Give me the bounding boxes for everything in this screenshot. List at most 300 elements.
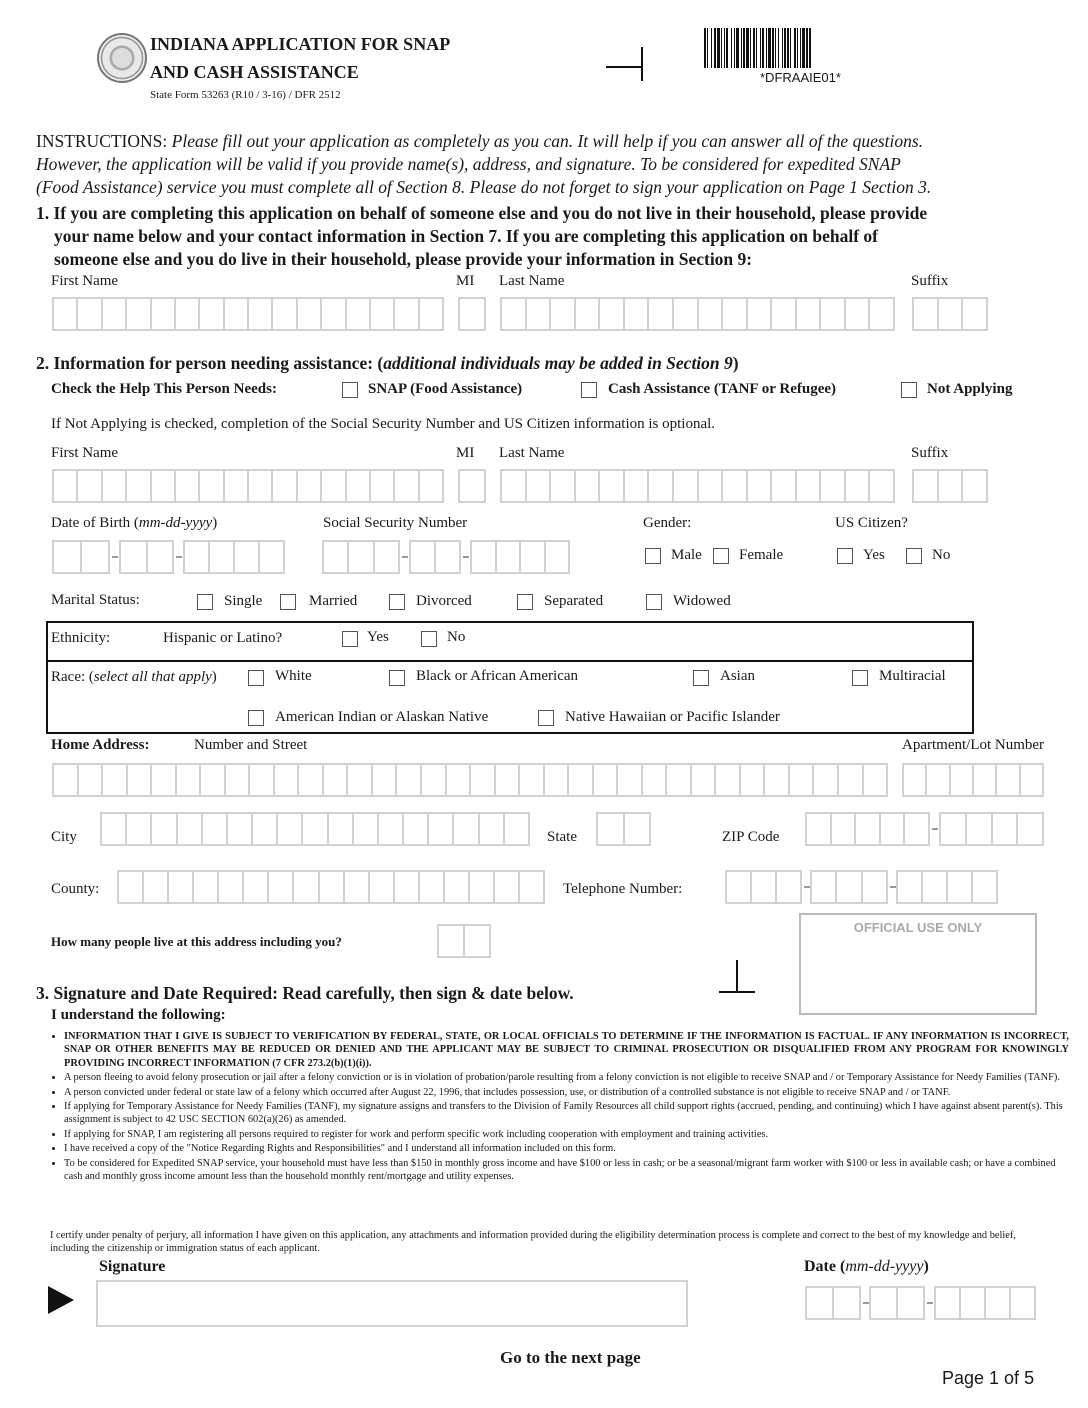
state-field[interactable]: [596, 812, 651, 846]
char-box[interactable]: [101, 297, 127, 331]
citizen-yes-checkbox[interactable]: [837, 548, 853, 564]
char-box[interactable]: [819, 469, 846, 503]
char-box[interactable]: [835, 870, 862, 904]
char-box[interactable]: [176, 812, 203, 846]
char-box[interactable]: [80, 540, 110, 574]
char-box[interactable]: [697, 297, 724, 331]
char-box[interactable]: [574, 469, 601, 503]
char-box[interactable]: [598, 469, 625, 503]
not-applying-note: If Not Applying is checked, completion of the Social Security Number and US Citizen information is optional.: [51, 416, 716, 432]
s2-last-name-field[interactable]: [500, 469, 895, 503]
char-box[interactable]: [117, 870, 144, 904]
char-box[interactable]: [549, 297, 576, 331]
char-box[interactable]: [468, 870, 495, 904]
char-box[interactable]: [725, 870, 752, 904]
instructions-lead: INSTRUCTIONS:: [36, 131, 168, 151]
char-box[interactable]: [770, 297, 797, 331]
char-box[interactable]: [150, 297, 176, 331]
char-box[interactable]: [623, 469, 650, 503]
char-box[interactable]: [125, 469, 151, 503]
terms-list: [50, 1030, 1069, 1184]
street-address-field[interactable]: [52, 763, 888, 797]
char-box[interactable]: [76, 469, 102, 503]
char-box[interactable]: [296, 469, 322, 503]
char-box[interactable]: [463, 924, 491, 958]
dob-day-field[interactable]: [119, 540, 174, 574]
char-box[interactable]: [925, 763, 950, 797]
char-box[interactable]: [795, 469, 822, 503]
char-box[interactable]: [276, 812, 303, 846]
char-box[interactable]: [788, 763, 815, 797]
char-box[interactable]: [495, 540, 522, 574]
barcode-bar: [736, 28, 739, 68]
barcode-bar: [717, 28, 720, 68]
char-box[interactable]: [500, 297, 527, 331]
char-box[interactable]: [100, 812, 127, 846]
char-box[interactable]: [500, 469, 527, 503]
char-box[interactable]: [869, 1286, 898, 1320]
char-box[interactable]: [345, 297, 371, 331]
marital-divorced-label: Divorced: [416, 593, 472, 609]
cash-assistance-checkbox[interactable]: [581, 382, 597, 398]
char-box[interactable]: [395, 763, 422, 797]
char-box[interactable]: [665, 763, 692, 797]
home-address-label: Home Address:: [51, 737, 150, 753]
char-box[interactable]: [76, 297, 102, 331]
char-box[interactable]: [623, 812, 652, 846]
marital-single-label: Single: [224, 593, 263, 609]
char-box[interactable]: [418, 297, 444, 331]
barcode-bar: [704, 28, 706, 68]
char-box[interactable]: [301, 812, 328, 846]
s1-last-name-field[interactable]: [500, 297, 895, 331]
char-box[interactable]: [247, 297, 273, 331]
char-box[interactable]: [984, 1286, 1011, 1320]
phone-area-code-field[interactable]: [725, 870, 802, 904]
s1-first-name-field[interactable]: [52, 297, 444, 331]
marital-separated-checkbox[interactable]: [517, 594, 533, 610]
char-box[interactable]: [902, 763, 927, 797]
barcode-bar: [797, 28, 798, 68]
char-box[interactable]: [995, 763, 1020, 797]
char-box[interactable]: [199, 763, 226, 797]
instructions-line3: (Food Assistance) service you must complete all of Section 8. Please do not forget to sign your application on Page 1 Section 3.: [36, 177, 932, 197]
char-box[interactable]: [819, 297, 846, 331]
char-box[interactable]: [345, 469, 371, 503]
race-american-indian-checkbox[interactable]: [248, 710, 264, 726]
char-box[interactable]: [861, 870, 888, 904]
char-box[interactable]: [991, 812, 1019, 846]
char-box[interactable]: [458, 297, 486, 331]
term-item: • A person convicted under federal or state law of a felony which occurred after August 22, 1996, that includes possession, use, or distribution of a controlled substance is not eligible to receive SNAP and / or TANF.: [64, 1086, 1069, 1099]
char-box[interactable]: [854, 812, 881, 846]
s2-suffix-field[interactable]: [912, 469, 988, 503]
char-box[interactable]: [965, 812, 993, 846]
char-box[interactable]: [443, 870, 470, 904]
form-title-line1: INDIANA APPLICATION FOR SNAP: [150, 34, 451, 54]
char-box[interactable]: [959, 1286, 986, 1320]
state-label: State: [547, 829, 577, 845]
race-american-indian-label: American Indian or Alaskan Native: [275, 709, 489, 725]
char-box[interactable]: [1009, 1286, 1036, 1320]
char-box[interactable]: [1016, 812, 1044, 846]
char-box[interactable]: [937, 297, 964, 331]
ssn-part2-field[interactable]: [409, 540, 461, 574]
char-box[interactable]: [393, 870, 420, 904]
section1-heading: [36, 202, 927, 271]
char-box[interactable]: [208, 540, 235, 574]
char-box[interactable]: [452, 812, 479, 846]
char-box[interactable]: [574, 297, 601, 331]
char-box[interactable]: [946, 870, 973, 904]
char-box[interactable]: [934, 1286, 961, 1320]
char-box[interactable]: [434, 540, 461, 574]
char-box[interactable]: [844, 469, 871, 503]
s2-first-name-field[interactable]: [52, 469, 444, 503]
citizen-no-label: No: [932, 547, 951, 563]
race-multiracial-label: Multiracial: [879, 668, 946, 684]
signature-date-label: [804, 1258, 929, 1276]
race-black-checkbox[interactable]: [389, 670, 405, 686]
char-box[interactable]: [271, 297, 297, 331]
char-box[interactable]: [739, 763, 766, 797]
char-box[interactable]: [77, 763, 104, 797]
char-box[interactable]: [470, 540, 497, 574]
marital-widowed-label: Widowed: [673, 593, 731, 609]
char-box[interactable]: [217, 870, 244, 904]
zip-separator: [932, 828, 938, 830]
char-box[interactable]: [150, 812, 177, 846]
char-box[interactable]: [721, 469, 748, 503]
char-box[interactable]: [320, 297, 346, 331]
apartment-field[interactable]: [902, 763, 1044, 797]
marital-status-label: Marital Status:: [51, 592, 140, 608]
char-box[interactable]: [697, 469, 724, 503]
barcode-bar: [775, 28, 776, 68]
household-size-field[interactable]: [437, 924, 491, 958]
sign-date-month-field[interactable]: [805, 1286, 861, 1320]
marital-single-checkbox[interactable]: [197, 594, 213, 610]
char-box[interactable]: [175, 763, 202, 797]
char-box[interactable]: [226, 812, 253, 846]
char-box[interactable]: [672, 469, 699, 503]
char-box[interactable]: [518, 763, 545, 797]
ssn-label: Social Security Number: [323, 515, 468, 531]
char-box[interactable]: [961, 469, 988, 503]
gender-male-checkbox[interactable]: [645, 548, 661, 564]
ethnicity-yes-label: Yes: [367, 629, 389, 645]
sign-date-day-field[interactable]: [869, 1286, 925, 1320]
instructions-line1: Please fill out your application as completely as you can. It will help if you can answer all of the questions.: [171, 131, 924, 151]
race-multiracial-checkbox[interactable]: [852, 670, 868, 686]
ssn-part1-field[interactable]: [322, 540, 400, 574]
char-box[interactable]: [567, 763, 594, 797]
char-box[interactable]: [616, 763, 643, 797]
char-box[interactable]: [868, 469, 895, 503]
char-box[interactable]: [271, 469, 297, 503]
char-box[interactable]: [543, 763, 570, 797]
char-box[interactable]: [296, 297, 322, 331]
barcode-bar: [734, 28, 735, 68]
char-box[interactable]: [183, 540, 210, 574]
char-box[interactable]: [297, 763, 324, 797]
char-box[interactable]: [150, 763, 177, 797]
section1-line3: someone else and you do live in their household, please provide your information in Section 9:: [54, 249, 753, 269]
char-box[interactable]: [525, 297, 552, 331]
char-box[interactable]: [549, 469, 576, 503]
char-box[interactable]: [320, 469, 346, 503]
s2-suffix-label: Suffix: [911, 445, 949, 461]
char-box[interactable]: [322, 540, 349, 574]
char-box[interactable]: [267, 870, 294, 904]
char-box[interactable]: [812, 763, 839, 797]
race-pacific-islander-checkbox[interactable]: [538, 710, 554, 726]
char-box[interactable]: [251, 812, 278, 846]
s2-mi-field[interactable]: [458, 469, 486, 503]
char-box[interactable]: [346, 763, 373, 797]
char-box[interactable]: [150, 469, 176, 503]
term-item: • If applying for Temporary Assistance for Needy Families (TANF), my signature assigns and transfers to the Division of Family Resources all child support rights (accrued, pending, and continuing) which I have against absent parent(s). This assignment is subject to 42 USC SECTION 602(a)(26) as amended.: [64, 1100, 1069, 1127]
char-box[interactable]: [525, 469, 552, 503]
s1-suffix-field[interactable]: [912, 297, 988, 331]
char-box[interactable]: [418, 870, 445, 904]
char-box[interactable]: [125, 812, 152, 846]
ssn-part3-field[interactable]: [470, 540, 570, 574]
race-hint: select all that apply: [93, 669, 212, 685]
county-field[interactable]: [117, 870, 545, 904]
char-box[interactable]: [903, 812, 930, 846]
marital-divorced-checkbox[interactable]: [389, 594, 405, 610]
char-box[interactable]: [198, 469, 224, 503]
char-box[interactable]: [101, 763, 128, 797]
char-box[interactable]: [949, 763, 974, 797]
char-box[interactable]: [393, 469, 419, 503]
county-label: County:: [51, 881, 100, 897]
char-box[interactable]: [223, 297, 249, 331]
char-box[interactable]: [641, 763, 668, 797]
char-box[interactable]: [437, 924, 465, 958]
char-box[interactable]: [318, 870, 345, 904]
char-box[interactable]: [192, 870, 219, 904]
barcode-bar: [778, 28, 779, 68]
marital-married-checkbox[interactable]: [280, 594, 296, 610]
char-box[interactable]: [746, 469, 773, 503]
char-box[interactable]: [427, 812, 454, 846]
signature-field[interactable]: [96, 1280, 688, 1327]
char-box[interactable]: [393, 297, 419, 331]
char-box[interactable]: [478, 812, 505, 846]
marital-widowed-checkbox[interactable]: [646, 594, 662, 610]
char-box[interactable]: [937, 469, 964, 503]
barcode-bar: [721, 28, 722, 68]
char-box[interactable]: [418, 469, 444, 503]
char-box[interactable]: [343, 870, 370, 904]
char-box[interactable]: [805, 812, 832, 846]
char-box[interactable]: [352, 812, 379, 846]
gender-female-checkbox[interactable]: [713, 548, 729, 564]
char-box[interactable]: [174, 469, 200, 503]
char-box[interactable]: [961, 297, 988, 331]
date-label-text: Date (: [804, 1258, 846, 1275]
snap-checkbox[interactable]: [342, 382, 358, 398]
char-box[interactable]: [494, 763, 521, 797]
char-box[interactable]: [623, 297, 650, 331]
char-box[interactable]: [273, 763, 300, 797]
char-box[interactable]: [377, 812, 404, 846]
char-box[interactable]: [292, 870, 319, 904]
registration-mark-top: [606, 45, 646, 83]
zip-field[interactable]: [805, 812, 930, 846]
barcode-bar: [782, 28, 783, 68]
instructions-line2: However, the application will be valid if you provide name(s), address, and signature. To be considered for expedited SNAP: [36, 154, 901, 174]
char-box[interactable]: [258, 540, 285, 574]
char-box[interactable]: [544, 540, 571, 574]
char-box[interactable]: [879, 812, 906, 846]
char-box[interactable]: [844, 297, 871, 331]
char-box[interactable]: [371, 763, 398, 797]
char-box[interactable]: [224, 763, 251, 797]
char-box[interactable]: [52, 297, 78, 331]
char-box[interactable]: [592, 763, 619, 797]
ethnicity-no-checkbox[interactable]: [421, 631, 437, 647]
instructions: [36, 130, 931, 199]
char-box[interactable]: [327, 812, 354, 846]
barcode-bar: [753, 28, 755, 68]
char-box[interactable]: [763, 763, 790, 797]
char-box[interactable]: [445, 763, 472, 797]
barcode-bar: [731, 28, 732, 68]
char-box[interactable]: [420, 763, 447, 797]
char-box[interactable]: [832, 1286, 861, 1320]
char-box[interactable]: [368, 870, 395, 904]
not-applying-checkbox[interactable]: [901, 382, 917, 398]
char-box[interactable]: [862, 763, 889, 797]
dob-year-field[interactable]: [183, 540, 285, 574]
char-box[interactable]: [402, 812, 429, 846]
char-box[interactable]: [971, 870, 998, 904]
char-box[interactable]: [248, 763, 275, 797]
char-box[interactable]: [721, 297, 748, 331]
city-field[interactable]: [100, 812, 530, 846]
char-box[interactable]: [598, 297, 625, 331]
char-box[interactable]: [223, 469, 249, 503]
char-box[interactable]: [369, 469, 395, 503]
char-box[interactable]: [912, 297, 939, 331]
char-box[interactable]: [896, 870, 923, 904]
zip-label: ZIP Code: [722, 829, 780, 845]
char-box[interactable]: [322, 763, 349, 797]
char-box[interactable]: [775, 870, 802, 904]
section3-title: 3. Signature and Date Required: Read carefully, then sign & date below.: [36, 983, 574, 1003]
char-box[interactable]: [493, 870, 520, 904]
char-box[interactable]: [201, 812, 228, 846]
char-box[interactable]: [119, 540, 148, 574]
char-box[interactable]: [770, 469, 797, 503]
phone-prefix-field[interactable]: [810, 870, 888, 904]
barcode-bar: [766, 28, 767, 68]
char-box[interactable]: [912, 469, 939, 503]
char-box[interactable]: [647, 297, 674, 331]
char-box[interactable]: [126, 763, 153, 797]
ssn-separator: [463, 556, 469, 558]
char-box[interactable]: [810, 870, 837, 904]
char-box[interactable]: [469, 763, 496, 797]
char-box[interactable]: [837, 763, 864, 797]
char-box[interactable]: [805, 1286, 834, 1320]
char-box[interactable]: [830, 812, 857, 846]
char-box[interactable]: [939, 812, 967, 846]
char-box[interactable]: [52, 763, 79, 797]
char-box[interactable]: [198, 297, 224, 331]
char-box[interactable]: [347, 540, 374, 574]
char-box[interactable]: [972, 763, 997, 797]
char-box[interactable]: [125, 297, 151, 331]
char-box[interactable]: [647, 469, 674, 503]
citizen-no-checkbox[interactable]: [906, 548, 922, 564]
sign-date-year-field[interactable]: [934, 1286, 1036, 1320]
char-box[interactable]: [458, 469, 486, 503]
marital-married-label: Married: [309, 593, 358, 609]
char-box[interactable]: [746, 297, 773, 331]
char-box[interactable]: [795, 297, 822, 331]
char-box[interactable]: [52, 469, 78, 503]
phone-line-field[interactable]: [896, 870, 998, 904]
char-box[interactable]: [167, 870, 194, 904]
section2-title-italic: additional individuals may be added in Section 9: [383, 353, 733, 373]
char-box[interactable]: [518, 870, 545, 904]
s1-mi-field[interactable]: [458, 297, 486, 331]
form-id: State Form 53263 (R10 / 3-16) / DFR 2512: [150, 89, 341, 101]
char-box[interactable]: [868, 297, 895, 331]
registration-mark-bottom: [717, 958, 757, 998]
char-box[interactable]: [369, 297, 395, 331]
race-asian-checkbox[interactable]: [693, 670, 709, 686]
char-box[interactable]: [896, 1286, 925, 1320]
char-box[interactable]: [409, 540, 436, 574]
char-box[interactable]: [52, 540, 82, 574]
barcode-bar: [711, 28, 712, 68]
barcode-bar: [794, 28, 796, 68]
dob-label-end: ): [212, 515, 218, 531]
char-box[interactable]: [519, 540, 546, 574]
dob-month-field[interactable]: [52, 540, 110, 574]
char-box[interactable]: [233, 540, 260, 574]
telephone-label: Telephone Number:: [563, 881, 683, 897]
char-box[interactable]: [247, 469, 273, 503]
char-box[interactable]: [142, 870, 169, 904]
char-box[interactable]: [101, 469, 127, 503]
char-box[interactable]: [690, 763, 717, 797]
race-asian-label: Asian: [720, 668, 755, 684]
ethnicity-yes-checkbox[interactable]: [342, 631, 358, 647]
race-white-checkbox[interactable]: [248, 670, 264, 686]
char-box[interactable]: [596, 812, 625, 846]
char-box[interactable]: [503, 812, 530, 846]
zip-extension-field[interactable]: [939, 812, 1044, 846]
char-box[interactable]: [174, 297, 200, 331]
char-box[interactable]: [146, 540, 175, 574]
char-box[interactable]: [242, 870, 269, 904]
char-box[interactable]: [1019, 763, 1044, 797]
char-box[interactable]: [921, 870, 948, 904]
char-box[interactable]: [750, 870, 777, 904]
char-box[interactable]: [672, 297, 699, 331]
s1-first-name-label: First Name: [51, 273, 119, 289]
char-box[interactable]: [373, 540, 400, 574]
dob-label: [51, 515, 217, 532]
term-item: • INFORMATION THAT I GIVE IS SUBJECT TO VERIFICATION BY FEDERAL, STATE, OR LOCAL OFFICIALS TO DETERMINE IF THE INFORMATION IS FACTUAL. IF ANY INFORMATION IS INCORRECT, SNAP OR OTHER BENEFITS MAY BE REDUCED OR DENIED AND THE APPLICANT MAY BE SUBJECT TO CRIMINAL PROSECUTION OR DISQUALIFIED FROM ANY PROGRAM FOR KNOWINGLY PROVIDING INCORRECT INFORMATION (7 CFR 273.2(b)(1)(i)).: [64, 1030, 1069, 1070]
char-box[interactable]: [714, 763, 741, 797]
